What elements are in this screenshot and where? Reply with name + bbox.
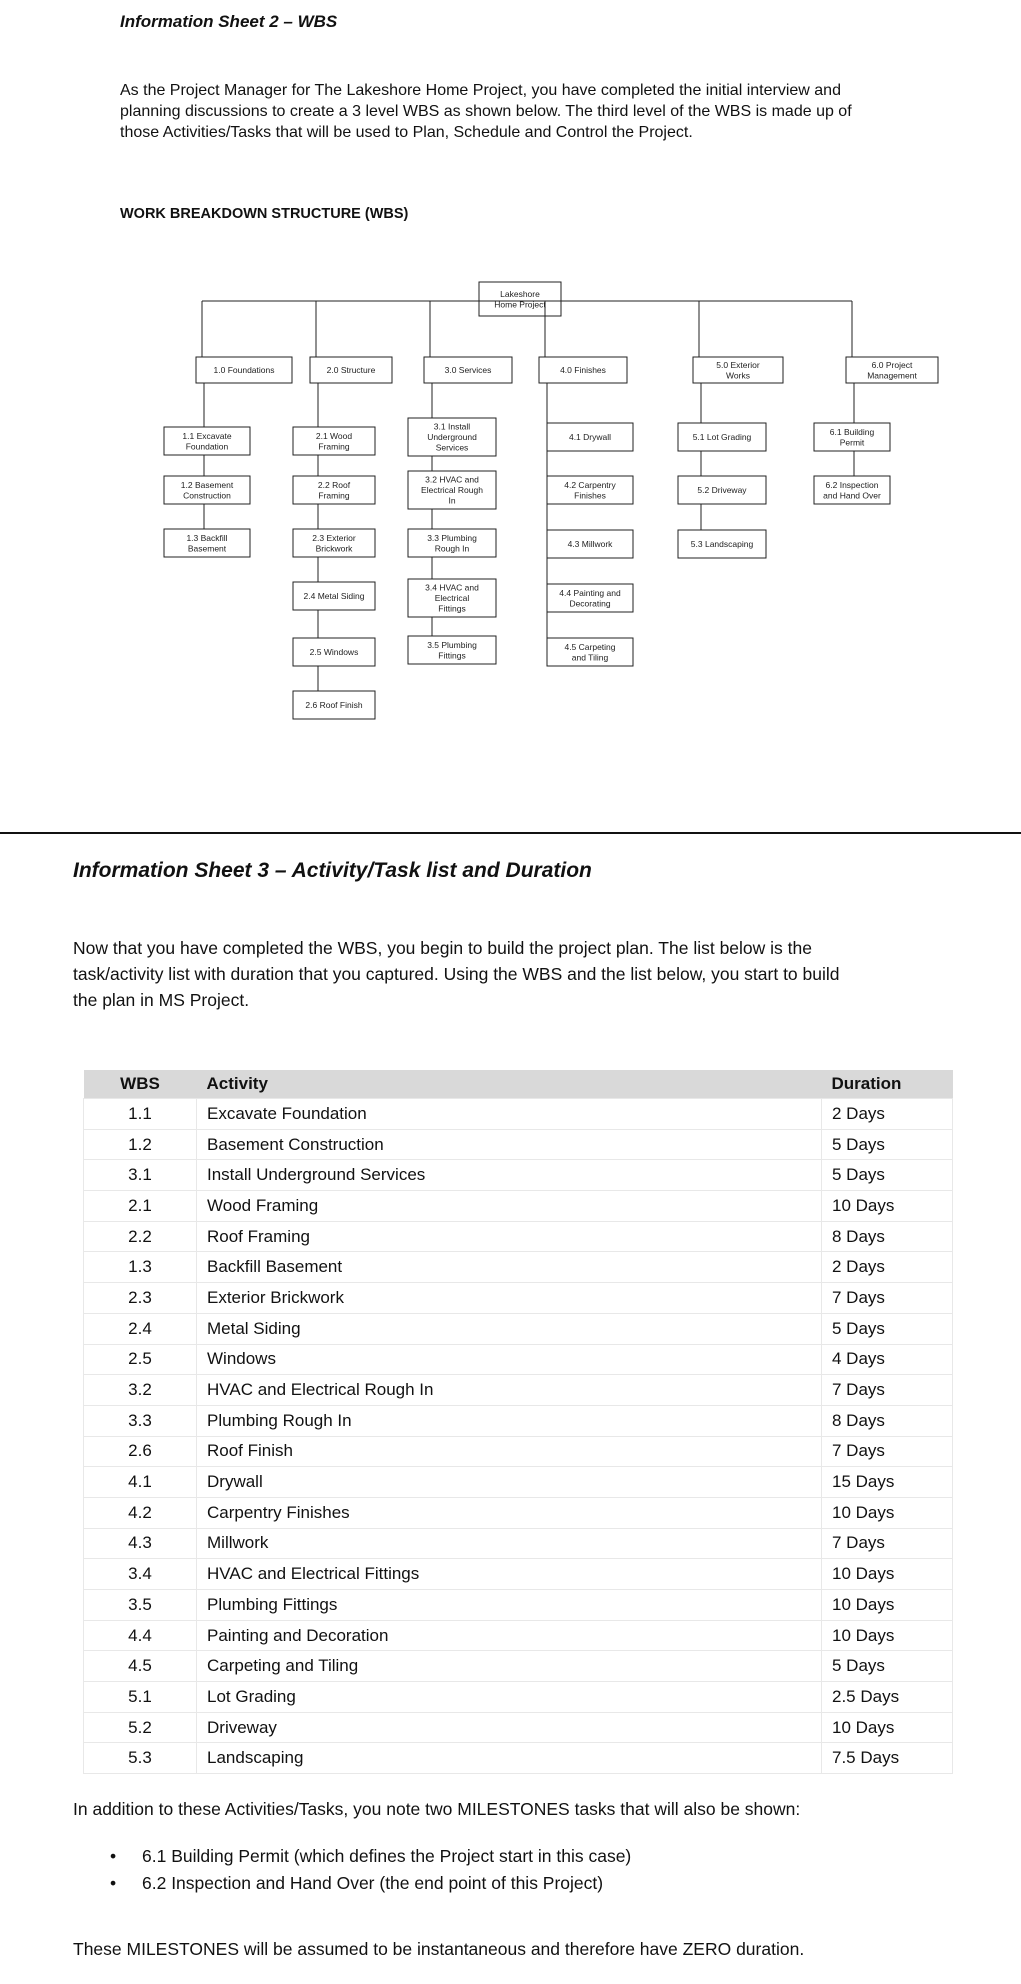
bullet-glyph: • bbox=[110, 1873, 117, 1893]
wbs-level3-label: 3.4 HVAC and bbox=[425, 582, 479, 593]
milestone-item bbox=[110, 1870, 631, 1897]
wbs-level2-label: 2.0 Structure bbox=[326, 365, 376, 375]
cell-duration: 7 Days bbox=[822, 1283, 953, 1314]
cell-duration: 10 Days bbox=[822, 1712, 953, 1743]
sheet3-intro bbox=[73, 935, 840, 1013]
sheet2-heading: Information Sheet 2 – WBS bbox=[120, 12, 338, 31]
milestone-text: 6.2 Inspection and Hand Over (the end point of this Project) bbox=[142, 1873, 604, 1893]
cell-duration: 7.5 Days bbox=[822, 1743, 953, 1774]
cell-wbs: 1.1 bbox=[84, 1099, 197, 1130]
wbs-level3-label: Framing bbox=[318, 490, 350, 501]
cell-activity: Windows bbox=[197, 1344, 822, 1375]
wbs-level3-label: 6.2 Inspection bbox=[825, 479, 879, 490]
cell-duration: 2 Days bbox=[822, 1099, 953, 1130]
wbs-level3-label: 4.5 Carpeting bbox=[564, 641, 616, 652]
cell-activity: HVAC and Electrical Fittings bbox=[197, 1559, 822, 1590]
wbs-level3-label: 2.2 Roof bbox=[317, 479, 351, 490]
milestone-list bbox=[110, 1843, 631, 1897]
cell-wbs: 5.1 bbox=[84, 1682, 197, 1713]
table-row bbox=[84, 1191, 953, 1222]
cell-wbs: 2.2 bbox=[84, 1221, 197, 1252]
cell-wbs: 3.2 bbox=[84, 1375, 197, 1406]
cell-activity: Basement Construction bbox=[197, 1129, 822, 1160]
wbs-level3-label: Decorating bbox=[569, 598, 611, 609]
table-row bbox=[84, 1590, 953, 1621]
wbs-level3-label: Electrical Rough bbox=[421, 485, 483, 495]
cell-activity: Drywall bbox=[197, 1467, 822, 1498]
wbs-level3-label: Framing bbox=[318, 441, 350, 452]
sheet3-heading: Information Sheet 3 – Activity/Task list and Duration bbox=[73, 859, 592, 882]
cell-duration: 15 Days bbox=[822, 1467, 953, 1498]
wbs-level3-label: 1.1 Excavate bbox=[182, 430, 232, 441]
table-row bbox=[84, 1221, 953, 1252]
table-row bbox=[84, 1344, 953, 1375]
wbs-level3-label: In bbox=[448, 495, 456, 506]
wbs-level3-label: 1.3 Backfill bbox=[186, 532, 228, 543]
cell-activity: Wood Framing bbox=[197, 1191, 822, 1222]
cell-activity: Landscaping bbox=[197, 1743, 822, 1774]
table-row bbox=[84, 1436, 953, 1467]
cell-activity: Painting and Decoration bbox=[197, 1620, 822, 1651]
wbs-level3-label: 3.2 HVAC and bbox=[425, 474, 479, 485]
wbs-level3-label: Underground bbox=[427, 432, 477, 442]
cell-duration: 10 Days bbox=[822, 1191, 953, 1222]
wbs-level3-label: 3.3 Plumbing bbox=[427, 532, 477, 543]
wbs-level3-label: 2.1 Wood bbox=[315, 430, 353, 441]
wbs-level2-label: 4.0 Finishes bbox=[560, 365, 606, 375]
wbs-level3-label: 3.1 Install bbox=[433, 421, 471, 432]
milestone-text: 6.1 Building Permit (which defines the Project start in this case) bbox=[142, 1846, 632, 1866]
activity-table bbox=[83, 1070, 953, 1774]
table-row bbox=[84, 1160, 953, 1191]
cell-wbs: 3.5 bbox=[84, 1590, 197, 1621]
wbs-level2-label: 5.0 Exterior bbox=[716, 359, 760, 370]
wbs-root-label: Home Project bbox=[494, 299, 546, 310]
table-row bbox=[84, 1375, 953, 1406]
wbs-level2-label: Management bbox=[867, 370, 917, 381]
cell-duration: 8 Days bbox=[822, 1405, 953, 1436]
cell-duration: 5 Days bbox=[822, 1160, 953, 1191]
wbs-level3-label: Finishes bbox=[574, 490, 606, 501]
cell-wbs: 2.6 bbox=[84, 1436, 197, 1467]
cell-duration: 10 Days bbox=[822, 1497, 953, 1528]
wbs-level3-label: and Tiling bbox=[571, 652, 609, 663]
cell-duration: 7 Days bbox=[822, 1375, 953, 1406]
sheet3-intro-line: the plan in MS Project. bbox=[73, 990, 250, 1010]
cell-wbs: 3.4 bbox=[84, 1559, 197, 1590]
wbs-level3-label: Services bbox=[435, 442, 469, 453]
wbs-level3-label: 6.1 Building bbox=[829, 426, 875, 437]
wbs-level3-label: Basement bbox=[187, 543, 227, 554]
cell-activity: Exterior Brickwork bbox=[197, 1283, 822, 1314]
cell-activity: Plumbing Fittings bbox=[197, 1590, 822, 1621]
wbs-level3-label: 2.6 Roof Finish bbox=[305, 700, 363, 710]
cell-duration: 8 Days bbox=[822, 1221, 953, 1252]
wbs-root-label: Lakeshore bbox=[500, 288, 540, 299]
wbs-level3-label: 4.4 Painting and bbox=[559, 587, 621, 598]
table-row bbox=[84, 1682, 953, 1713]
sheet3-intro-line: Now that you have completed the WBS, you begin to build the project plan. The list below is the bbox=[73, 938, 812, 958]
wbs-level2-label: Works bbox=[726, 370, 750, 381]
cell-activity: Lot Grading bbox=[197, 1682, 822, 1713]
cell-activity: Plumbing Rough In bbox=[197, 1405, 822, 1436]
cell-activity: Excavate Foundation bbox=[197, 1099, 822, 1130]
table-row bbox=[84, 1651, 953, 1682]
cell-duration: 5 Days bbox=[822, 1129, 953, 1160]
milestones-intro: In addition to these Activities/Tasks, you note two MILESTONES tasks that will also be shown: bbox=[73, 1799, 801, 1819]
cell-activity: Carpeting and Tiling bbox=[197, 1651, 822, 1682]
cell-activity: Driveway bbox=[197, 1712, 822, 1743]
table-row bbox=[84, 1559, 953, 1590]
cell-wbs: 1.3 bbox=[84, 1252, 197, 1283]
wbs-level3-label: Rough In bbox=[434, 543, 470, 554]
milestone-item bbox=[110, 1843, 631, 1870]
cell-wbs: 2.1 bbox=[84, 1191, 197, 1222]
closing-note: These MILESTONES will be assumed to be instantaneous and therefore have ZERO duration. bbox=[73, 1939, 805, 1959]
cell-activity: Millwork bbox=[197, 1528, 822, 1559]
cell-activity: Backfill Basement bbox=[197, 1252, 822, 1283]
cell-activity: Carpentry Finishes bbox=[197, 1497, 822, 1528]
table-row bbox=[84, 1405, 953, 1436]
cell-duration: 5 Days bbox=[822, 1313, 953, 1344]
wbs-level3-label: 2.4 Metal Siding bbox=[303, 591, 365, 601]
wbs-level3-label: 4.1 Drywall bbox=[568, 432, 612, 442]
cell-activity: Roof Framing bbox=[197, 1221, 822, 1252]
cell-duration: 5 Days bbox=[822, 1651, 953, 1682]
wbs-level3-label: Construction bbox=[183, 490, 231, 501]
wbs-level3-label: 3.5 Plumbing bbox=[427, 639, 477, 650]
table-row bbox=[84, 1712, 953, 1743]
cell-wbs: 4.1 bbox=[84, 1467, 197, 1498]
cell-wbs: 5.3 bbox=[84, 1743, 197, 1774]
cell-wbs: 4.3 bbox=[84, 1528, 197, 1559]
cell-activity: Install Underground Services bbox=[197, 1160, 822, 1191]
sheet2-intro-line: As the Project Manager for The Lakeshore Home Project, you have completed the initial interview and bbox=[120, 82, 841, 99]
wbs-level3-label: Foundation bbox=[185, 441, 229, 452]
wbs-level3-label: 5.3 Landscaping bbox=[690, 539, 754, 549]
wbs-level3-label: 1.2 Basement bbox=[180, 479, 234, 490]
column-header-wbs: WBS bbox=[84, 1070, 197, 1099]
column-header-duration: Duration bbox=[822, 1070, 953, 1099]
wbs-title: WORK BREAKDOWN STRUCTURE (WBS) bbox=[120, 206, 409, 222]
wbs-level2-label: 6.0 Project bbox=[871, 359, 913, 370]
cell-duration: 7 Days bbox=[822, 1436, 953, 1467]
bullet-glyph: • bbox=[110, 1846, 117, 1866]
table-row bbox=[84, 1252, 953, 1283]
cell-duration: 10 Days bbox=[822, 1590, 953, 1621]
wbs-level3-label: 5.2 Driveway bbox=[697, 485, 747, 495]
wbs-level3-label: and Hand Over bbox=[823, 490, 881, 501]
cell-duration: 10 Days bbox=[822, 1620, 953, 1651]
wbs-level3-label: 5.1 Lot Grading bbox=[692, 432, 752, 442]
table-row bbox=[84, 1467, 953, 1498]
sheet2-intro-line: those Activities/Tasks that will be used to Plan, Schedule and Control the Project. bbox=[120, 124, 693, 141]
sheet2-intro-line: planning discussions to create a 3 level WBS as shown below. The third level of the WBS is made up of bbox=[120, 103, 852, 120]
wbs-diagram bbox=[0, 0, 1021, 760]
wbs-level3-label: Electrical bbox=[434, 593, 470, 603]
cell-wbs: 2.5 bbox=[84, 1344, 197, 1375]
table-row bbox=[84, 1313, 953, 1344]
cell-wbs: 1.2 bbox=[84, 1129, 197, 1160]
cell-wbs: 2.4 bbox=[84, 1313, 197, 1344]
table-row bbox=[84, 1620, 953, 1651]
wbs-level3-label: Permit bbox=[839, 437, 865, 448]
cell-duration: 7 Days bbox=[822, 1528, 953, 1559]
wbs-level2-label: 1.0 Foundations bbox=[213, 365, 275, 375]
table-row bbox=[84, 1283, 953, 1314]
cell-wbs: 4.5 bbox=[84, 1651, 197, 1682]
cell-activity: HVAC and Electrical Rough In bbox=[197, 1375, 822, 1406]
table-row bbox=[84, 1497, 953, 1528]
cell-activity: Metal Siding bbox=[197, 1313, 822, 1344]
wbs-level3-label: Fittings bbox=[438, 650, 466, 661]
sheet3-intro-line: task/activity list with duration that you captured. Using the WBS and the list below, you start to build bbox=[73, 964, 840, 984]
table-row bbox=[84, 1528, 953, 1559]
cell-duration: 4 Days bbox=[822, 1344, 953, 1375]
table-row bbox=[84, 1743, 953, 1774]
cell-wbs: 5.2 bbox=[84, 1712, 197, 1743]
column-header-activity: Activity bbox=[197, 1070, 822, 1099]
cell-duration: 10 Days bbox=[822, 1559, 953, 1590]
cell-wbs: 4.4 bbox=[84, 1620, 197, 1651]
cell-wbs: 3.1 bbox=[84, 1160, 197, 1191]
wbs-level3-label: Fittings bbox=[438, 603, 466, 614]
wbs-level3-label: Brickwork bbox=[315, 543, 353, 554]
wbs-level3-label: 4.2 Carpentry bbox=[564, 479, 616, 490]
cell-wbs: 4.2 bbox=[84, 1497, 197, 1528]
wbs-level3-label: 2.5 Windows bbox=[309, 647, 359, 657]
table-row bbox=[84, 1129, 953, 1160]
wbs-level3-label: 2.3 Exterior bbox=[312, 532, 356, 543]
section-divider bbox=[0, 832, 1021, 834]
cell-wbs: 2.3 bbox=[84, 1283, 197, 1314]
wbs-level3-label: 4.3 Millwork bbox=[567, 539, 613, 549]
cell-duration: 2 Days bbox=[822, 1252, 953, 1283]
cell-activity: Roof Finish bbox=[197, 1436, 822, 1467]
table-body bbox=[84, 1099, 953, 1774]
cell-wbs: 3.3 bbox=[84, 1405, 197, 1436]
table-header-row bbox=[84, 1070, 953, 1099]
table-row bbox=[84, 1099, 953, 1130]
cell-duration: 2.5 Days bbox=[822, 1682, 953, 1713]
wbs-level2-label: 3.0 Services bbox=[444, 365, 492, 375]
